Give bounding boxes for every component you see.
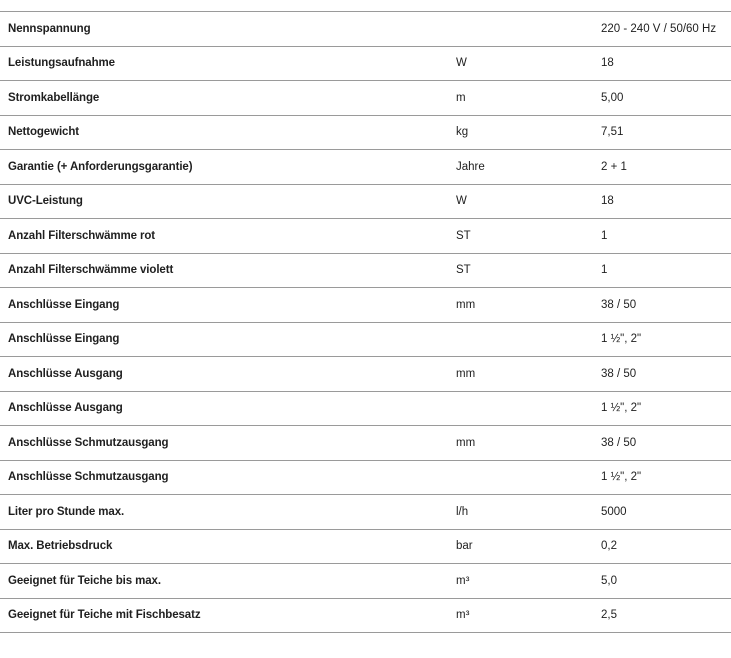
table-row <box>0 323 731 358</box>
spec-value: 7,51 <box>601 126 624 139</box>
spec-label: Anschlüsse Eingang <box>8 333 120 346</box>
spec-value: 1 <box>601 264 608 277</box>
table-row <box>0 116 731 151</box>
spec-unit: mm <box>456 436 476 449</box>
table-row <box>0 599 731 634</box>
spec-value: 220 - 240 V / 50/60 Hz <box>601 22 717 35</box>
spec-label: Liter pro Stunde max. <box>8 505 125 518</box>
table-row <box>0 254 731 289</box>
spec-label: Anschlüsse Eingang <box>8 298 120 311</box>
spec-label: Garantie (+ Anforderungsgarantie) <box>8 160 193 173</box>
spec-value: 38 / 50 <box>601 436 637 449</box>
spec-label: Anschlüsse Ausgang <box>8 402 123 415</box>
spec-unit: W <box>456 57 467 70</box>
spec-unit: ST <box>456 229 471 242</box>
spec-value: 5,00 <box>601 91 624 104</box>
table-row <box>0 47 731 82</box>
spec-label: Leistungsaufnahme <box>8 57 115 70</box>
spec-unit: m³ <box>456 609 470 622</box>
spec-value: 1 ½", 2" <box>601 402 642 415</box>
spec-value: 0,2 <box>601 540 617 553</box>
table-row <box>0 530 731 565</box>
table-row <box>0 495 731 530</box>
table-row <box>0 81 731 116</box>
table-row <box>0 392 731 427</box>
spec-label: Max. Betriebsdruck <box>8 540 113 553</box>
spec-value: 1 ½", 2" <box>601 333 642 346</box>
spec-value: 18 <box>601 195 614 208</box>
spec-value: 18 <box>601 57 614 70</box>
spec-value: 38 / 50 <box>601 298 637 311</box>
spec-label: UVC-Leistung <box>8 195 83 208</box>
spec-unit: bar <box>456 540 473 553</box>
spec-label: Anschlüsse Schmutzausgang <box>8 471 169 484</box>
spec-unit: kg <box>456 126 469 139</box>
spec-label: Anzahl Filterschwämme rot <box>8 229 156 242</box>
spec-label: Geeignet für Teiche bis max. <box>8 574 161 587</box>
spec-unit: mm <box>456 367 476 380</box>
spec-value: 2 + 1 <box>601 160 627 173</box>
spec-label: Nettogewicht <box>8 126 79 139</box>
spec-label: Anschlüsse Schmutzausgang <box>8 436 169 449</box>
spec-unit: m <box>456 91 466 104</box>
spec-unit: W <box>456 195 467 208</box>
spec-value: 5000 <box>601 505 627 518</box>
spec-label: Stromkabellänge <box>8 91 100 104</box>
table-row <box>0 426 731 461</box>
spec-label: Anzahl Filterschwämme violett <box>8 264 174 277</box>
spec-unit: l/h <box>456 505 469 518</box>
spec-value: 38 / 50 <box>601 367 637 380</box>
spec-value: 5,0 <box>601 574 617 587</box>
table-row <box>0 185 731 220</box>
table-row <box>0 150 731 185</box>
spec-label: Anschlüsse Ausgang <box>8 367 123 380</box>
spec-unit: Jahre <box>456 160 485 173</box>
table-row <box>0 461 731 496</box>
spec-value: 1 <box>601 229 608 242</box>
table-row <box>0 219 731 254</box>
table-row <box>0 288 731 323</box>
specification-table <box>0 11 731 633</box>
spec-unit: m³ <box>456 574 470 587</box>
spec-value: 2,5 <box>601 609 617 622</box>
spec-label: Nennspannung <box>8 22 91 35</box>
spec-value: 1 ½", 2" <box>601 471 642 484</box>
table-row <box>0 564 731 599</box>
table-row <box>0 12 731 47</box>
table-row <box>0 357 731 392</box>
spec-unit: mm <box>456 298 476 311</box>
spec-unit: ST <box>456 264 471 277</box>
spec-label: Geeignet für Teiche mit Fischbesatz <box>8 609 201 622</box>
